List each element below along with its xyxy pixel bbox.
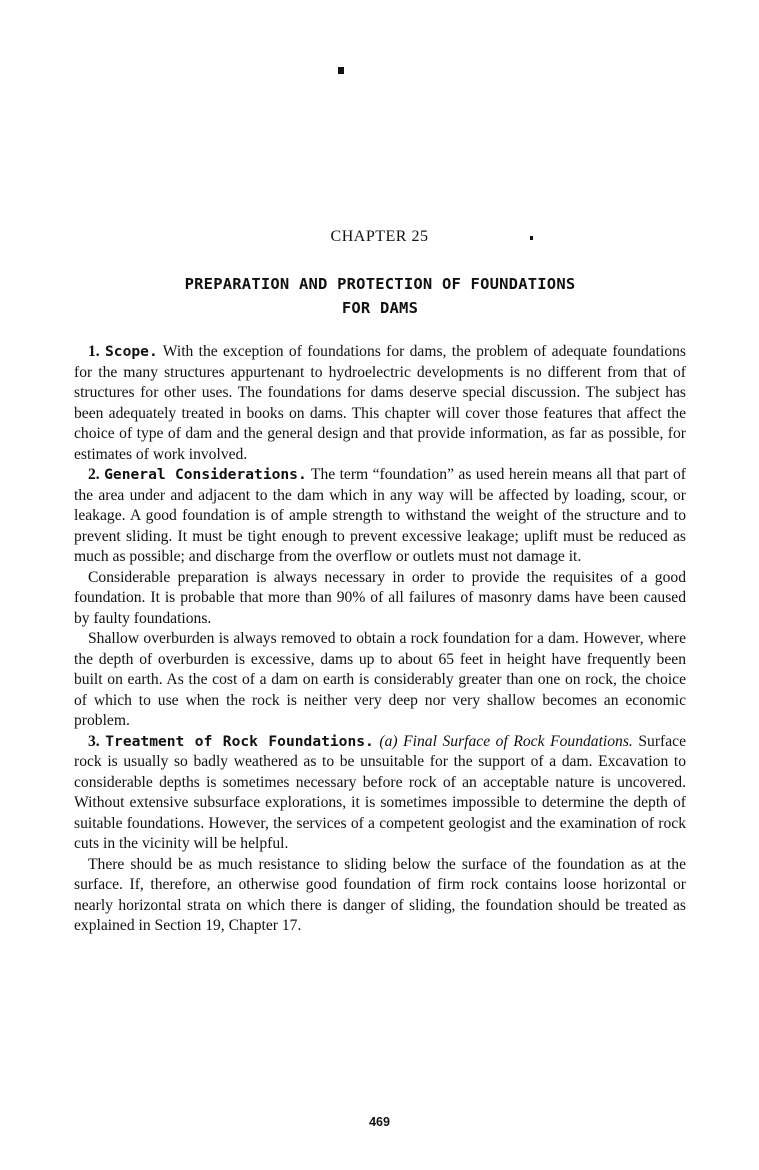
section-heading: Scope. — [105, 343, 158, 360]
paragraph-text: The term “foundation” as used herein means all that part of the area under and adjacent to the dam which in any way will be affected by loading, scour, or leakage. A good foundation is of ample strength to withstand the weight of the structure and to prevent sliding. It must be tight enough to prevent excessive leakage; uplift must be reduced as much as possible; and discharge from the overflow or outlets must not damage it. — [74, 466, 687, 565]
paragraph-text: Surface rock is usually so badly weathered as to be unsuitable for the support of a dam. Excavation to considerable depths is sometimes necessary before rock of an acceptable nature is uncovered. Without extensive subsurface explorations, it is sometimes impossible to determine the depth of suitable foundations. However, the services of a competent geologist and the examination of rock cuts in the vicinity will be helpful. — [74, 732, 686, 852]
paragraph-text: With the exception of foundations for dams, the problem of adequate foundations for the many structures appurtenant to hydroelectric developments is no different from that of structures for other uses. The foundations for dams deserve special discussion. The subject has been adequately treated in books on dams. This chapter will cover those features that affect the choice of type of dam and the general design and that provide information, as far as possible, for estimates of work involved. — [74, 343, 686, 463]
paragraph-preparation — [74, 568, 686, 630]
section-heading: Treatment of Rock Foundations. — [105, 732, 374, 750]
printer-mark — [338, 67, 344, 74]
chapter-title-line-1: PREPARATION AND PROTECTION OF FOUNDATIONS — [184, 275, 576, 293]
paragraph-text: Shallow overburden is always removed to obtain a rock foundation for a dam. However, where the depth of overburden is excessive, dams up to about 65 feet in height have frequently been built on earth. As the cost of a dam on earth is considerably greater than one on rock, the choice of which to use when the rock is neither very deep nor very shallow becomes an economic problem. — [74, 630, 686, 729]
paragraph-scope — [74, 342, 686, 465]
section-number: 3. — [88, 732, 100, 750]
paragraph-rock-foundations — [74, 732, 686, 855]
section-number: 1. — [88, 343, 100, 360]
chapter-label: CHAPTER 25 — [330, 228, 429, 245]
page-number: 469 — [369, 1115, 390, 1129]
section-heading: General Considerations. — [104, 466, 307, 483]
paragraph-text: There should be as much resistance to sliding below the surface of the foundation as at the surface. If, therefore, an otherwise good foundation of firm rock contains loose horizontal or nearly horizontal strata on which there is danger of sliding, the foundation should be treated as explained in Section 19, Chapter 17. — [74, 855, 686, 934]
paragraph-overburden — [74, 629, 686, 732]
section-number: 2. — [88, 466, 100, 483]
body-text — [74, 342, 686, 937]
chapter-title — [80, 272, 680, 320]
paragraph-sliding — [74, 855, 686, 937]
subsection-label: (a) — [379, 732, 398, 750]
paragraph-general-considerations — [74, 465, 686, 568]
paragraph-text: Considerable preparation is always necessary in order to provide the requisites of a good foundation. It is probable that more than 90% of all failures of masonry dams have been caused by faulty foundations. — [74, 568, 686, 627]
subsection-heading: Final Surface of Rock Foundations. — [403, 732, 633, 750]
chapter-title-line-2: FOR DAMS — [341, 299, 419, 317]
